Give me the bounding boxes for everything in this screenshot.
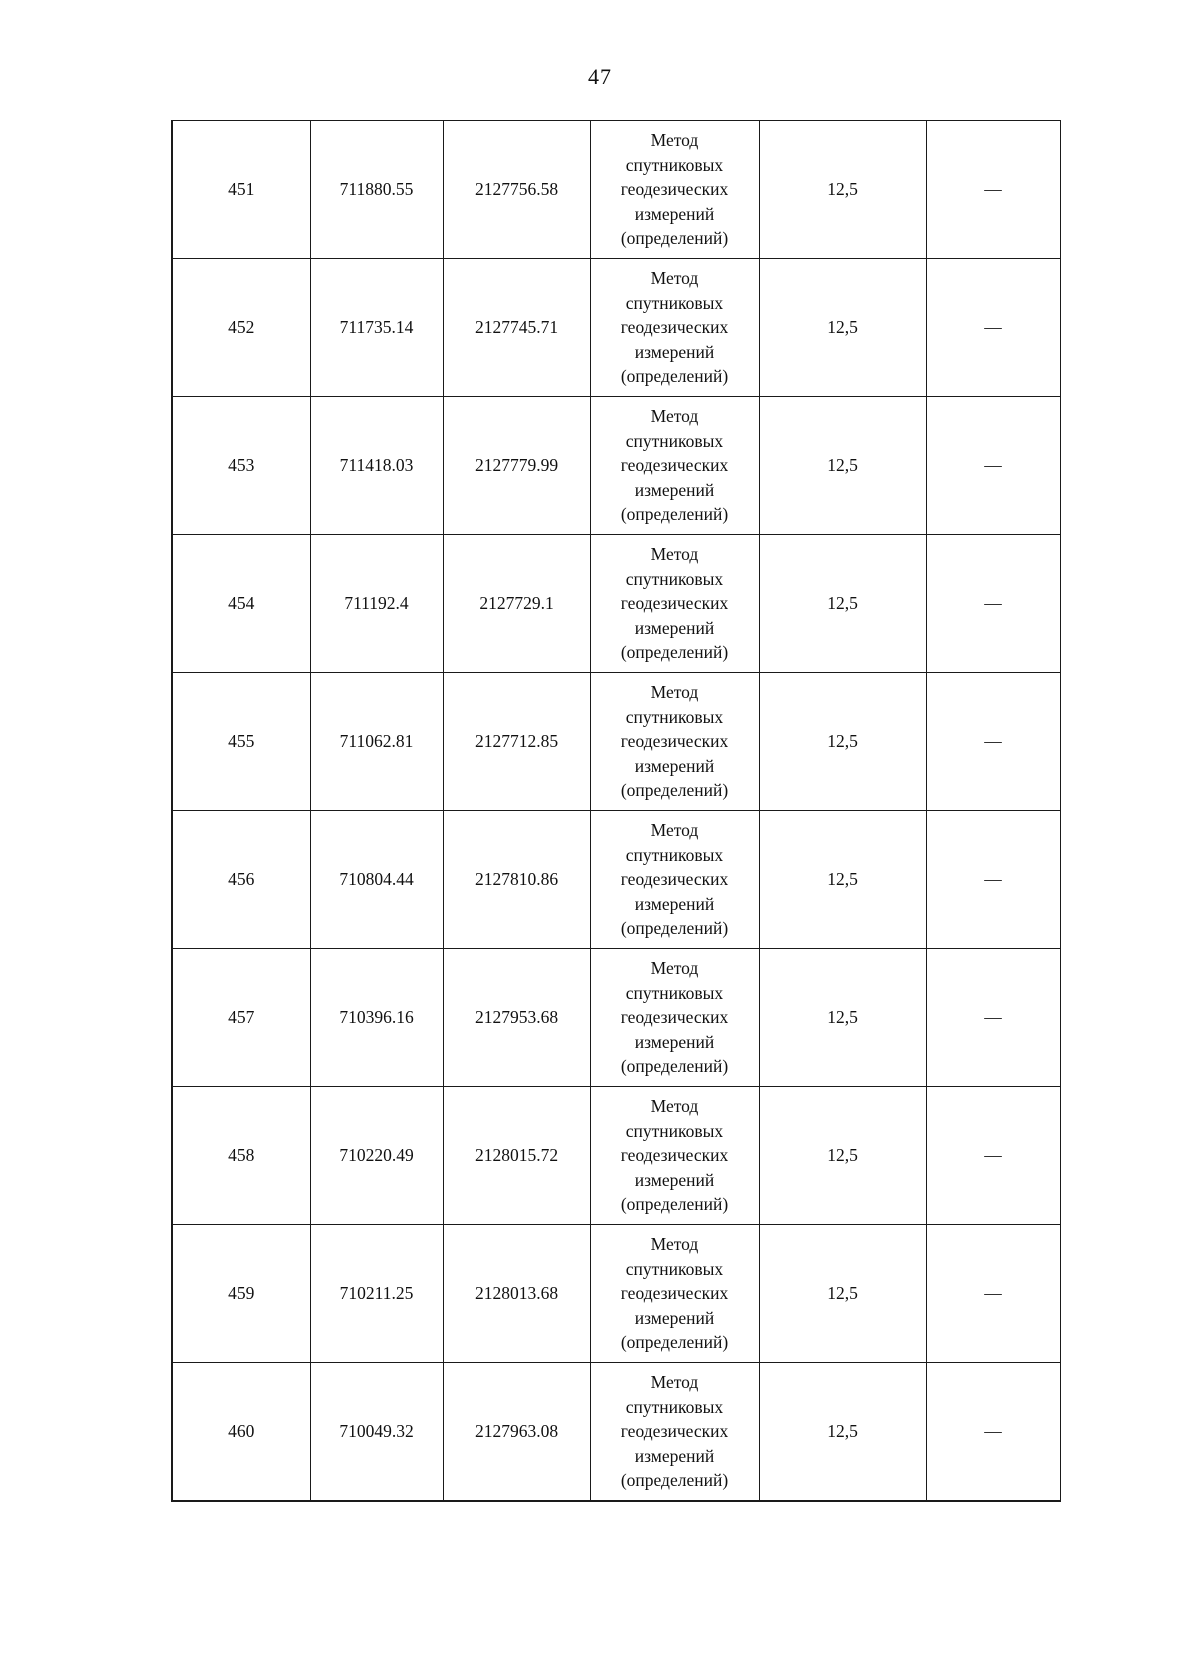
x-coordinate-cell: 711418.03: [310, 397, 443, 535]
note-cell: —: [926, 673, 1060, 811]
note-cell: —: [926, 535, 1060, 673]
method-cell: [590, 1087, 759, 1225]
method-cell: [590, 673, 759, 811]
x-coordinate-cell: 711880.55: [310, 121, 443, 259]
y-coordinate-cell: 2127729.1: [443, 535, 590, 673]
method-cell: [590, 1225, 759, 1363]
method-text: Метод спутниковых геодезических измерений (определений): [620, 130, 729, 249]
method-text: Метод спутниковых геодезических измерений (определений): [620, 820, 729, 939]
point-number-cell: 456: [172, 811, 310, 949]
method-cell: [590, 397, 759, 535]
accuracy-cell: 12,5: [759, 1363, 926, 1502]
table-row: [172, 673, 1060, 811]
method-text: Метод спутниковых геодезических измерений (определений): [620, 268, 729, 387]
point-number-cell: 451: [172, 121, 310, 259]
y-coordinate-cell: 2127756.58: [443, 121, 590, 259]
method-text: Метод спутниковых геодезических измерений (определений): [620, 406, 729, 525]
page-number: 47: [588, 64, 612, 89]
note-cell: —: [926, 949, 1060, 1087]
note-cell: —: [926, 1087, 1060, 1225]
method-text: Метод спутниковых геодезических измерений (определений): [620, 544, 729, 663]
x-coordinate-cell: 710211.25: [310, 1225, 443, 1363]
accuracy-cell: 12,5: [759, 121, 926, 259]
table-row: [172, 535, 1060, 673]
table-row: [172, 1087, 1060, 1225]
y-coordinate-cell: 2127953.68: [443, 949, 590, 1087]
y-coordinate-cell: 2127810.86: [443, 811, 590, 949]
method-text: Метод спутниковых геодезических измерений (определений): [620, 958, 729, 1077]
coordinates-table: [171, 120, 1061, 1502]
accuracy-cell: 12,5: [759, 811, 926, 949]
x-coordinate-cell: 710049.32: [310, 1363, 443, 1502]
point-number-cell: 453: [172, 397, 310, 535]
y-coordinate-cell: 2128015.72: [443, 1087, 590, 1225]
note-cell: —: [926, 1225, 1060, 1363]
accuracy-cell: 12,5: [759, 1087, 926, 1225]
method-text: Метод спутниковых геодезических измерений (определений): [620, 1096, 729, 1215]
table-row: [172, 259, 1060, 397]
table-row: [172, 949, 1060, 1087]
accuracy-cell: 12,5: [759, 1225, 926, 1363]
x-coordinate-cell: 711062.81: [310, 673, 443, 811]
method-cell: [590, 259, 759, 397]
note-cell: —: [926, 811, 1060, 949]
x-coordinate-cell: 710396.16: [310, 949, 443, 1087]
point-number-cell: 452: [172, 259, 310, 397]
point-number-cell: 454: [172, 535, 310, 673]
method-cell: [590, 1363, 759, 1502]
point-number-cell: 458: [172, 1087, 310, 1225]
table-row: [172, 811, 1060, 949]
accuracy-cell: 12,5: [759, 535, 926, 673]
point-number-cell: 457: [172, 949, 310, 1087]
table-row: [172, 121, 1060, 259]
y-coordinate-cell: 2127712.85: [443, 673, 590, 811]
y-coordinate-cell: 2127745.71: [443, 259, 590, 397]
x-coordinate-cell: 710804.44: [310, 811, 443, 949]
note-cell: —: [926, 121, 1060, 259]
method-text: Метод спутниковых геодезических измерений (определений): [620, 1234, 729, 1353]
y-coordinate-cell: 2128013.68: [443, 1225, 590, 1363]
x-coordinate-cell: 710220.49: [310, 1087, 443, 1225]
accuracy-cell: 12,5: [759, 397, 926, 535]
note-cell: —: [926, 1363, 1060, 1502]
accuracy-cell: 12,5: [759, 673, 926, 811]
note-cell: —: [926, 259, 1060, 397]
table-row: [172, 1225, 1060, 1363]
y-coordinate-cell: 2127963.08: [443, 1363, 590, 1502]
table-row: [172, 1363, 1060, 1502]
method-cell: [590, 535, 759, 673]
x-coordinate-cell: 711192.4: [310, 535, 443, 673]
method-text: Метод спутниковых геодезических измерений (определений): [620, 1372, 729, 1491]
method-cell: [590, 949, 759, 1087]
accuracy-cell: 12,5: [759, 259, 926, 397]
accuracy-cell: 12,5: [759, 949, 926, 1087]
table-row: [172, 397, 1060, 535]
coordinates-table-body: [172, 121, 1060, 1502]
point-number-cell: 460: [172, 1363, 310, 1502]
method-cell: [590, 811, 759, 949]
x-coordinate-cell: 711735.14: [310, 259, 443, 397]
method-cell: [590, 121, 759, 259]
y-coordinate-cell: 2127779.99: [443, 397, 590, 535]
point-number-cell: 455: [172, 673, 310, 811]
point-number-cell: 459: [172, 1225, 310, 1363]
note-cell: —: [926, 397, 1060, 535]
method-text: Метод спутниковых геодезических измерений (определений): [620, 682, 729, 801]
